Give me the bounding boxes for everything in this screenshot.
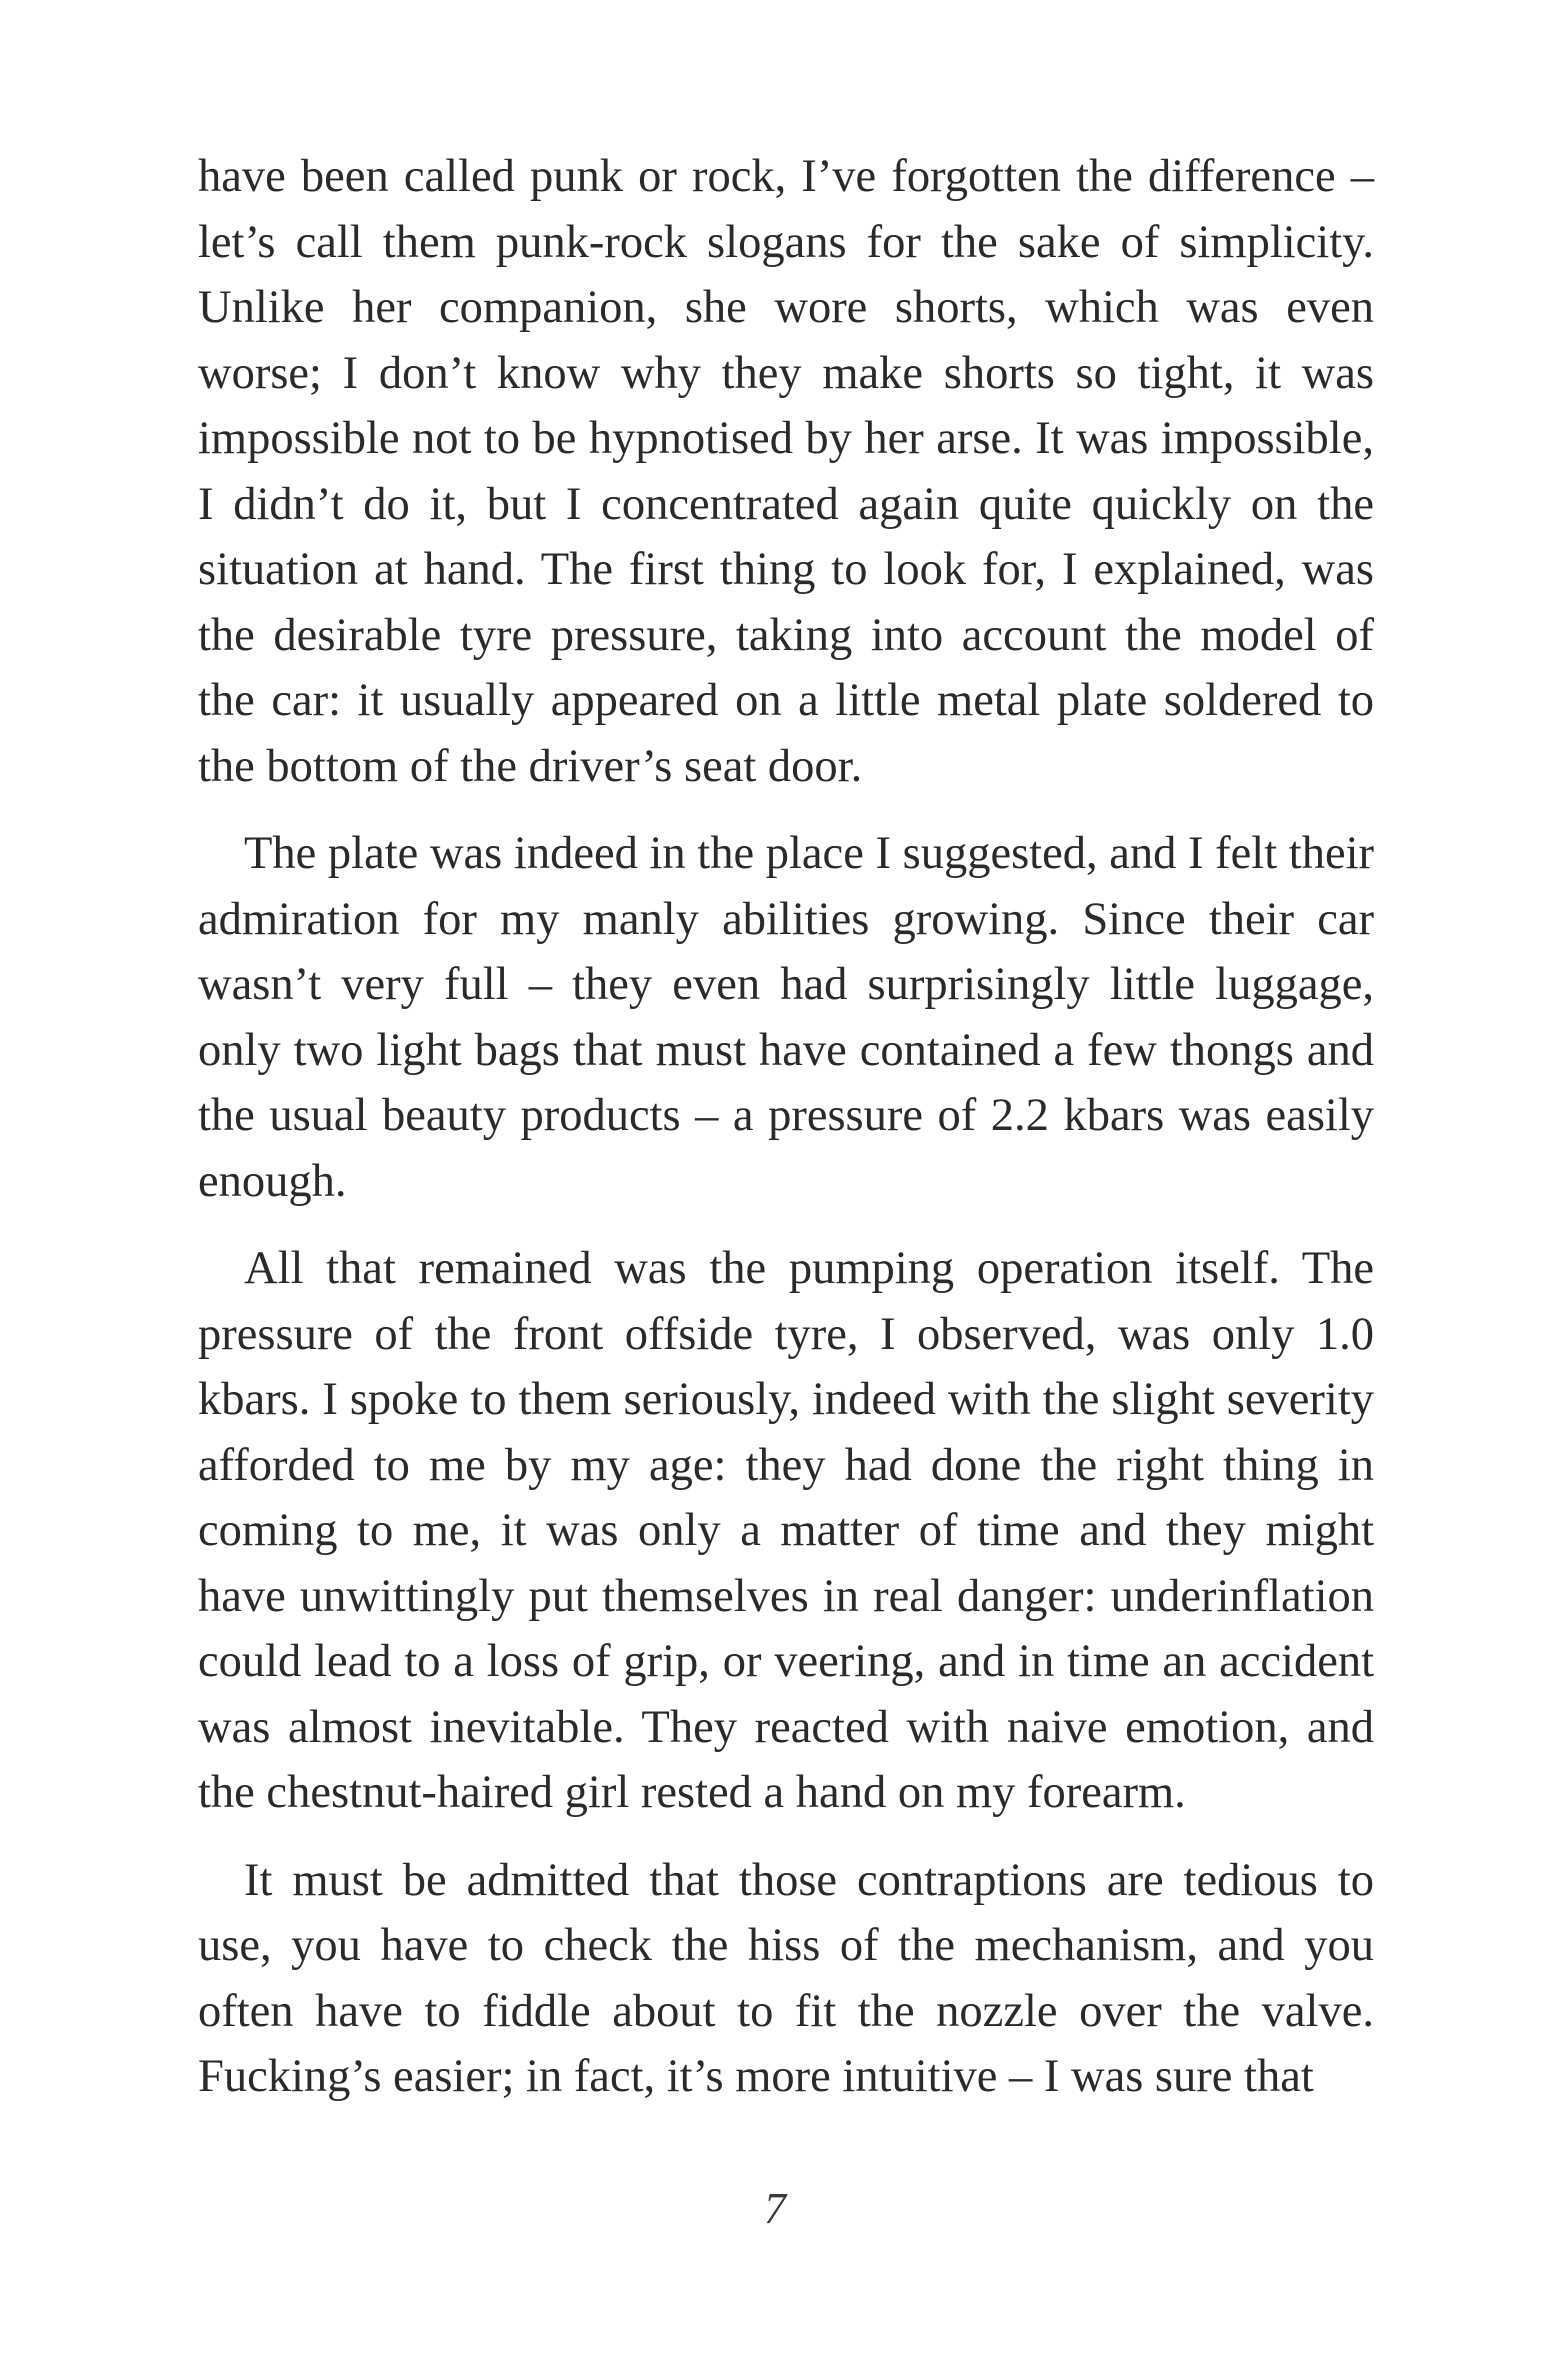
paragraph-1: have been called punk or rock, I’ve forgotten the difference – let’s call them punk-rock slogans for the sake of simplicity. Unlike her companion, she wore shorts, which was even worse; I don’t know why they make shorts so tight, it was impossible not to be hypnotised by her arse. It was impossible, I didn’t do it, but I concentrated again quite quickly on the situation at hand. The first thing to look for, I explained, was the desirable tyre pressure, taking into account the model of the car: it usually appeared on a little metal plate soldered to the bottom of the driver’s seat door. (198, 151, 1374, 792)
page-number: 7 (764, 2184, 786, 2233)
paragraph-4: It must be admitted that those contraptions are tedious to use, you have to check the hiss of the mechanism, and you often have to fiddle about to fit the nozzle over the valve. Fucking’s easier; in fact, it’s more intuitive – I was sure that (198, 1854, 1374, 2102)
paragraph-2: The plate was indeed in the place I suggested, and I felt their admiration for my manly abilities growing. Since their car wasn’t very full – they even had surprisingly little luggage, only two light bags that must have contained a few thongs and the usual beauty products – a pressure of 2.2 kbars was easily enough. (198, 828, 1374, 1207)
paragraph-3: All that remained was the pumping operation itself. The pressure of the front offside tyre, I observed, was only 1.0 kbars. I spoke to them seriously, indeed with the slight severity afforded to me by my age: they had done the right thing in coming to me, it was only a matter of time and they might have unwittingly put themselves in real danger: underinflation could lead to a loss of grip, or veering, and in time an accident was almost inevitable. They reacted with naive emotion, and the chestnut-haired girl rested a hand on my forearm. (198, 1243, 1374, 1818)
body-text (198, 144, 1374, 2110)
